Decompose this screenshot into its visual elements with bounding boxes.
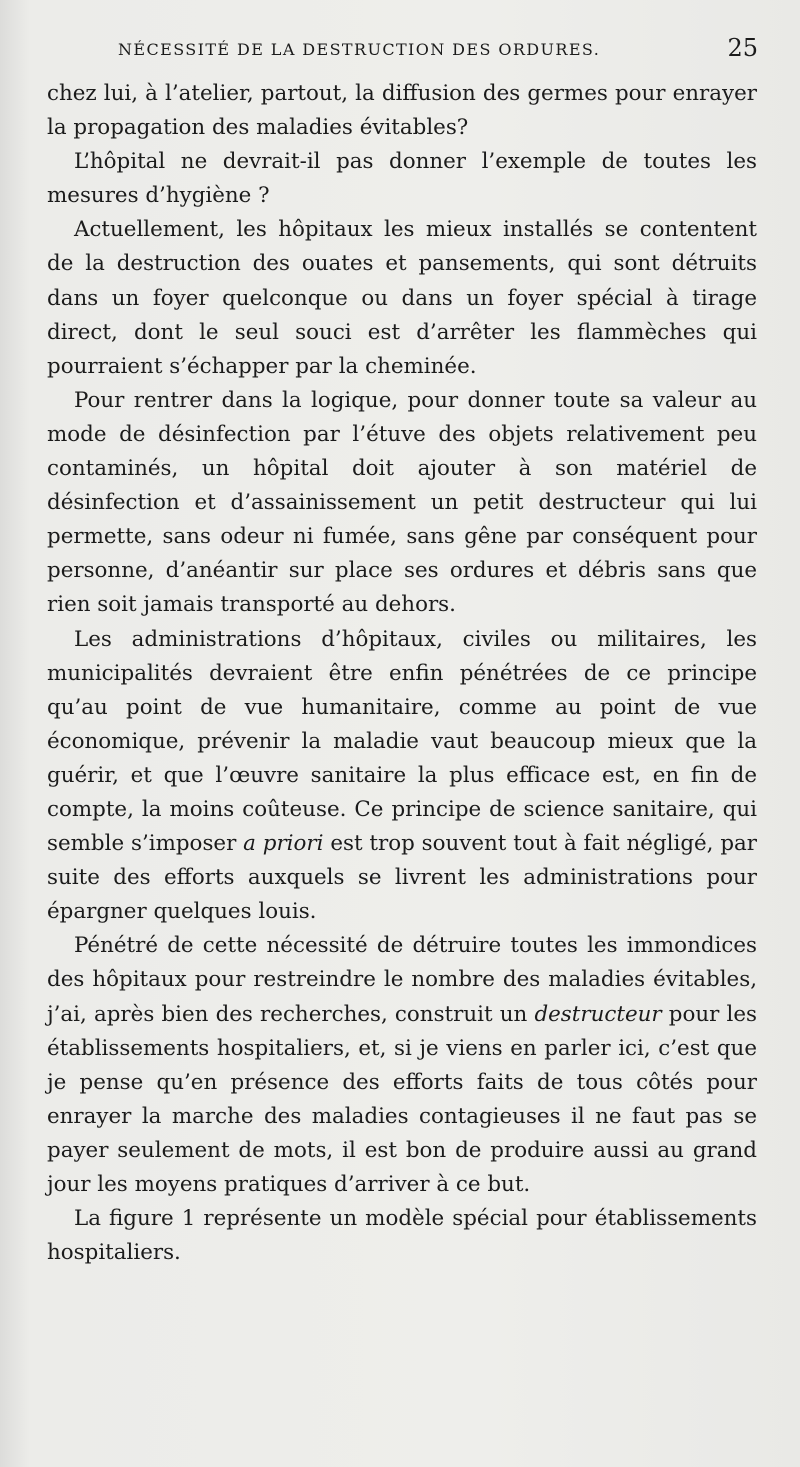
paragraph: Actuellement, les hôpitaux les mieux installés se contentent de la destruction des ouates et pansements, qui sont détruits dans un foyer quelconque ou dans un foyer spécial à tirage direct, dont le seul souci est d’arrêter les flammèches qui pourraient s’échapper par la cheminée.: [47, 217, 757, 379]
paragraph: Pour rentrer dans la logique, pour donner toute sa valeur au mode de désinfection par l’étuve des objets relativement peu contaminés, un hôpital doit ajouter à son matériel de désinfection et d’assainissement un petit destructeur qui lui permette, sans odeur ni fumée, sans gêne par conséquent pour personne, d’anéantir sur place ses ordures et débris sans que rien soit jamais transporté au dehors.: [47, 387, 757, 618]
paragraph: [47, 623, 757, 930]
paragraph: La figure 1 représente un modèle spécial pour établissements hospitaliers.: [47, 1206, 757, 1266]
italic-term: destructeur: [534, 1001, 662, 1027]
paragraph-text: Pénétré de cette nécessité de détruire toutes les immondices des hôpitaux pour restreindre le nombre des maladies évitables, j’ai, après bien des recherches, construit un: [47, 933, 757, 1027]
italic-term: a priori: [243, 831, 324, 857]
paragraph-text: est trop souvent tout à fait négligé, par suite des efforts auxquels se livrent les administrations pour épargner quelques louis.: [47, 831, 757, 925]
body-text: [47, 77, 757, 1270]
page-number: 25: [727, 34, 758, 62]
page-header: [118, 34, 758, 68]
running-title: NÉCESSITÉ DE LA DESTRUCTION DES ORDURES.: [118, 40, 601, 59]
paragraph: L’hôpital ne devrait-il pas donner l’exemple de toutes les mesures d’hygiène ?: [47, 149, 757, 209]
paragraph: [47, 929, 757, 1202]
paragraph-text: Les administrations d’hôpitaux, civiles ou militaires, les municipalités devraient être enfin pénétrées de ce principe qu’au point de vue humanitaire, comme au point de vue économique, prévenir la maladie vaut beaucoup mieux que la guérir, et que l’œuvre sanitaire la plus efficace est, en fin de compte, la moins coûteuse. Ce principe de science sanitaire, qui semble s’imposer: [47, 626, 757, 857]
paragraph: chez lui, à l’atelier, partout, la diffusion des germes pour enrayer la propagation des maladies évitables?: [47, 81, 757, 141]
paragraph-text: pour les établissements hospitaliers, et, si je viens en parler ici, c’est que je pense qu’en présence des efforts faits de tous côtés pour enrayer la marche des maladies contagieuses il ne faut pas se payer seulement de mots, il est bon de produire aussi au grand jour les moyens pratiques d’arriver à ce but.: [47, 1001, 757, 1197]
